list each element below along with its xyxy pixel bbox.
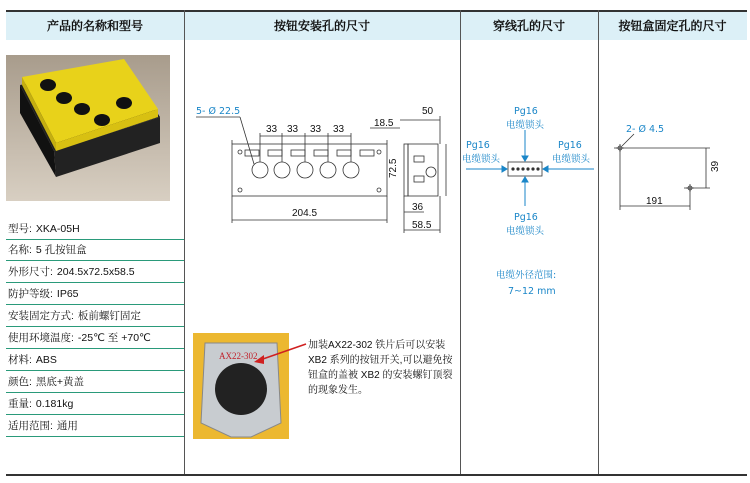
cable-hole-drawing [462, 100, 598, 300]
fix-hole-label: 2- Ø 4.5 [626, 124, 665, 135]
spec-label: 安装固定方式: [8, 310, 74, 322]
pointer-arrow [250, 340, 310, 370]
hole-label: 5- Ø 22.5 [196, 106, 241, 117]
spec-label: 使用环境温度: [8, 332, 74, 344]
spec-label: 材料: [8, 354, 32, 366]
table-bottom-rule [6, 474, 747, 476]
spec-label: 颜色: [8, 376, 32, 388]
spec-label: 防护等级: [8, 288, 53, 300]
cable-range-value: 7~12 mm [508, 286, 556, 297]
lock-bottom: 电缆锁头 [506, 226, 545, 237]
pg-bottom: Pg16 [514, 212, 538, 223]
spec-value: 通用 [56, 420, 78, 432]
spec-value: -25℃ 至 +70℃ [77, 332, 151, 344]
spec-row [6, 372, 184, 393]
spec-row [6, 394, 184, 415]
pitch-label: 33 [266, 124, 278, 135]
column-divider [460, 10, 461, 476]
pg-right: Pg16 [558, 140, 582, 151]
spec-row [6, 219, 184, 240]
spec-value: XKA-05H [35, 223, 80, 235]
spec-row [6, 350, 184, 371]
install-note: 加装AX22-302 铁片后可以安装 XB2 系列的按钮开关,可以避免按钮盒的盖被 XB2 的安装螺钉顶裂的现象发生。 [308, 340, 453, 396]
dim-36: 36 [412, 202, 424, 213]
spec-value: 204.5x72.5x58.5 [56, 266, 135, 278]
dim-39: 39 [710, 160, 721, 172]
spec-label: 外形尺寸: [8, 266, 53, 278]
spec-value: 0.181kg [35, 398, 74, 410]
lock-left: 电缆锁头 [462, 154, 501, 165]
spec-value: 黑底+黄盖 [35, 376, 85, 388]
spec-value: 5 孔按钮盒 [35, 244, 87, 256]
spec-label: 型号: [8, 223, 32, 235]
cable-range-title: 电缆外径范围: [496, 270, 557, 281]
dim-191: 191 [646, 196, 663, 207]
dim-18-5: 18.5 [374, 118, 394, 129]
spec-row [6, 240, 184, 261]
plate-label: AX22-302 [219, 351, 258, 361]
lock-top: 电缆锁头 [506, 120, 545, 131]
product-photo [6, 55, 170, 201]
spec-value: 板前螺钉固定 [77, 310, 141, 322]
spec-label: 名称: [8, 244, 32, 256]
spec-label: 适用范围: [8, 420, 53, 432]
header-product: 产品的名称和型号 [46, 19, 143, 33]
spec-label: 重量: [8, 398, 32, 410]
pg-top: Pg16 [514, 106, 538, 117]
spec-row [6, 262, 184, 283]
column-divider [184, 10, 185, 476]
pitch-label: 33 [310, 124, 322, 135]
dim-50: 50 [422, 106, 434, 117]
pg-left: Pg16 [466, 140, 490, 151]
dim-204-5: 204.5 [292, 208, 318, 219]
fix-hole-drawing [600, 110, 747, 220]
lock-right: 电缆锁头 [552, 154, 591, 165]
spec-value: IP65 [56, 288, 79, 300]
header-fix-holes: 按钮盒固定孔的尺寸 [618, 19, 727, 33]
dim-72-5: 72.5 [388, 158, 399, 178]
table-header [6, 10, 747, 40]
spec-row [6, 306, 184, 327]
header-mount-holes: 按钮安装孔的尺寸 [273, 19, 370, 33]
pitch-label: 33 [287, 124, 299, 135]
spec-row [6, 328, 184, 349]
mount-hole-drawing [190, 100, 458, 240]
header-cable-holes: 穿线孔的尺寸 [492, 19, 565, 33]
pitch-label: 33 [333, 124, 345, 135]
column-divider [598, 10, 599, 476]
spec-value: ABS [35, 354, 57, 366]
spec-row [6, 416, 184, 437]
dim-58-5: 58.5 [412, 220, 432, 231]
spec-row [6, 284, 184, 305]
